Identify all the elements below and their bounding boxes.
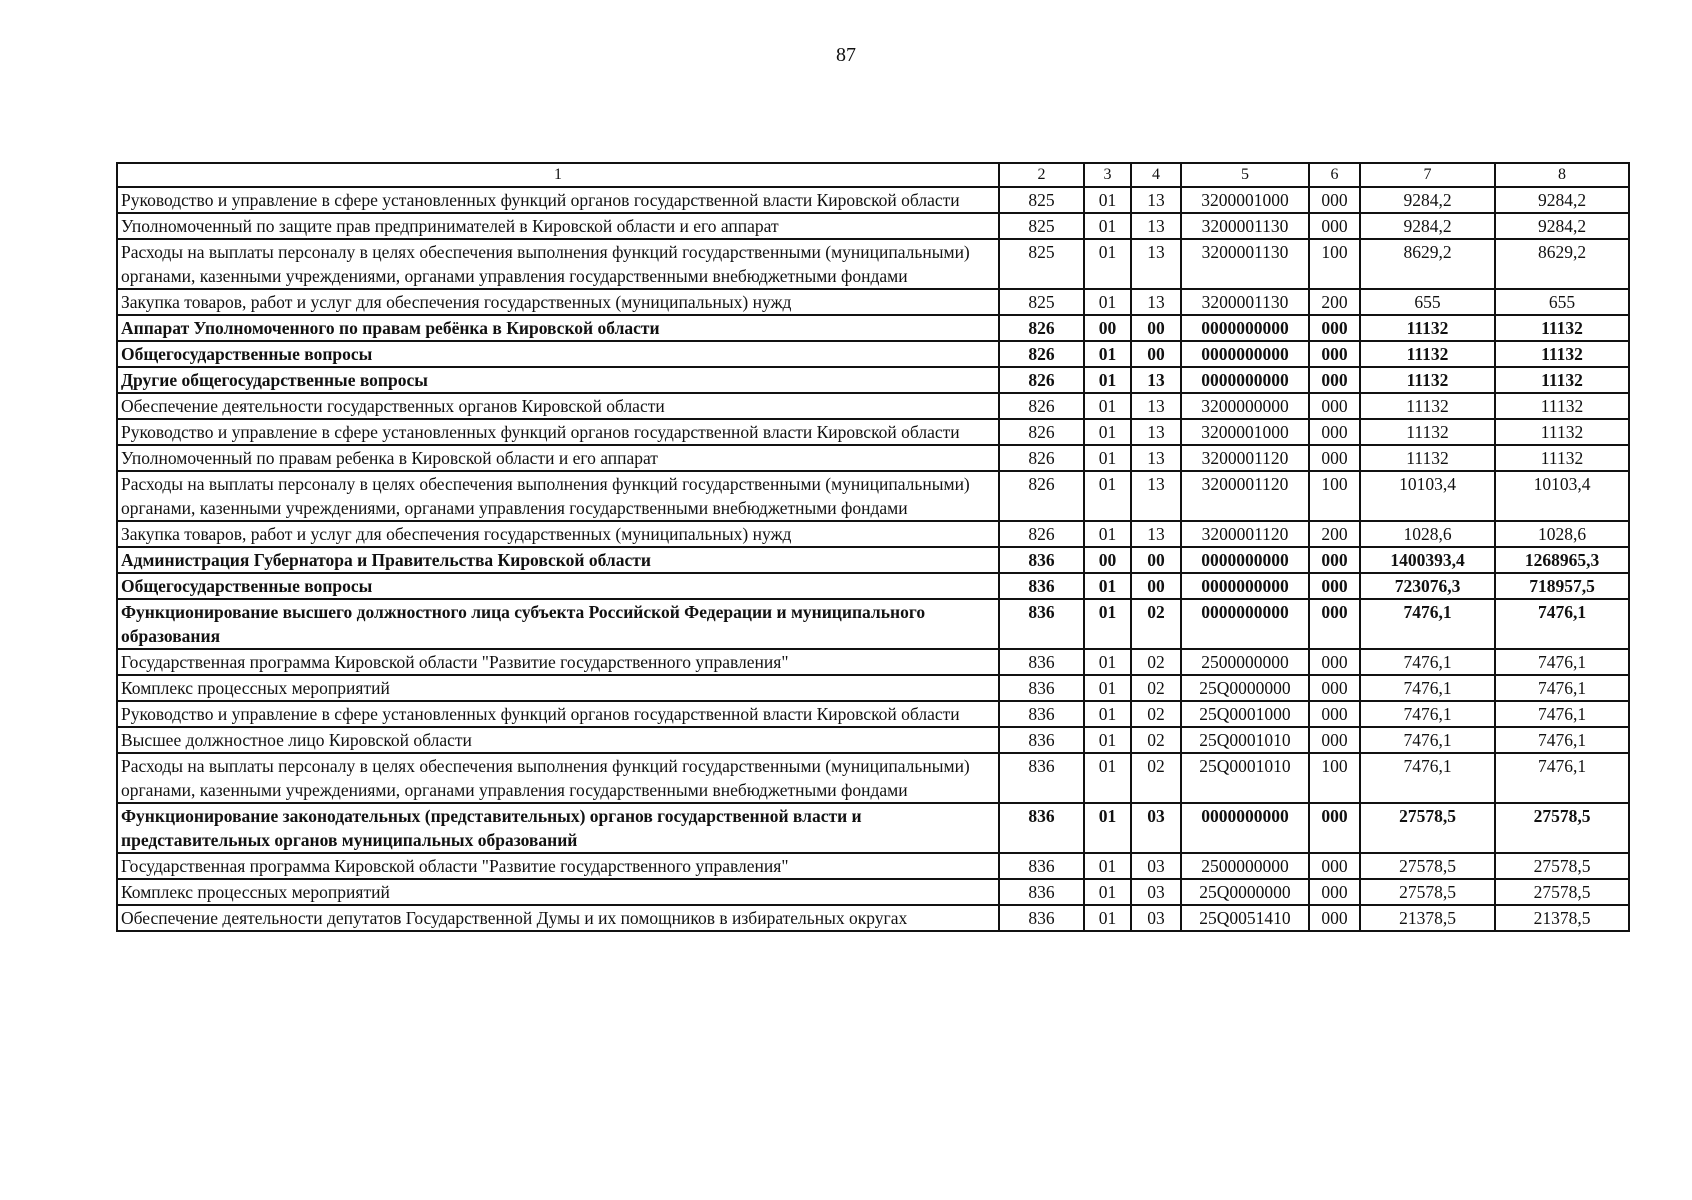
cell-column-3: 01 <box>1084 753 1131 803</box>
row-description: Обеспечение деятельности государственных органов Кировской области <box>117 393 999 419</box>
cell-column-5: 3200001120 <box>1181 445 1309 471</box>
cell-column-2: 836 <box>999 853 1084 879</box>
cell-column-7: 11132 <box>1360 315 1495 341</box>
cell-column-3: 01 <box>1084 289 1131 315</box>
cell-column-3: 01 <box>1084 445 1131 471</box>
cell-column-3: 01 <box>1084 727 1131 753</box>
cell-column-7: 655 <box>1360 289 1495 315</box>
header-cell-column-7: 7 <box>1360 163 1495 187</box>
cell-column-3: 01 <box>1084 701 1131 727</box>
row-description: Государственная программа Кировской области "Развитие государственного управления" <box>117 649 999 675</box>
row-description: Уполномоченный по правам ребенка в Кировской области и его аппарат <box>117 445 999 471</box>
cell-column-6: 000 <box>1309 853 1360 879</box>
cell-column-4: 02 <box>1131 727 1181 753</box>
cell-column-4: 03 <box>1131 803 1181 853</box>
cell-column-8: 27578,5 <box>1495 853 1629 879</box>
cell-column-5: 0000000000 <box>1181 367 1309 393</box>
table-row <box>117 341 1629 367</box>
row-description: Другие общегосударственные вопросы <box>117 367 999 393</box>
cell-column-2: 826 <box>999 393 1084 419</box>
cell-column-7: 7476,1 <box>1360 727 1495 753</box>
cell-column-8: 21378,5 <box>1495 905 1629 931</box>
cell-column-3: 01 <box>1084 649 1131 675</box>
cell-column-7: 7476,1 <box>1360 753 1495 803</box>
cell-column-8: 718957,5 <box>1495 573 1629 599</box>
cell-column-6: 000 <box>1309 701 1360 727</box>
row-description: Уполномоченный по защите прав предпринимателей в Кировской области и его аппарат <box>117 213 999 239</box>
table-row <box>117 803 1629 853</box>
cell-column-6: 000 <box>1309 905 1360 931</box>
cell-column-6: 000 <box>1309 315 1360 341</box>
cell-column-2: 836 <box>999 753 1084 803</box>
cell-column-2: 825 <box>999 239 1084 289</box>
cell-column-6: 000 <box>1309 393 1360 419</box>
cell-column-2: 826 <box>999 471 1084 521</box>
cell-column-2: 836 <box>999 727 1084 753</box>
cell-column-4: 03 <box>1131 853 1181 879</box>
budget-table <box>116 162 1630 932</box>
cell-column-6: 000 <box>1309 445 1360 471</box>
cell-column-4: 02 <box>1131 675 1181 701</box>
cell-column-8: 7476,1 <box>1495 701 1629 727</box>
cell-column-7: 27578,5 <box>1360 853 1495 879</box>
cell-column-7: 10103,4 <box>1360 471 1495 521</box>
table-row <box>117 905 1629 931</box>
cell-column-7: 11132 <box>1360 393 1495 419</box>
cell-column-5: 3200001120 <box>1181 471 1309 521</box>
cell-column-7: 723076,3 <box>1360 573 1495 599</box>
cell-column-8: 10103,4 <box>1495 471 1629 521</box>
cell-column-5: 0000000000 <box>1181 573 1309 599</box>
cell-column-3: 00 <box>1084 547 1131 573</box>
cell-column-8: 7476,1 <box>1495 599 1629 649</box>
cell-column-3: 00 <box>1084 315 1131 341</box>
cell-column-4: 13 <box>1131 289 1181 315</box>
cell-column-4: 02 <box>1131 649 1181 675</box>
cell-column-8: 1268965,3 <box>1495 547 1629 573</box>
table-row <box>117 649 1629 675</box>
cell-column-6: 000 <box>1309 547 1360 573</box>
cell-column-7: 7476,1 <box>1360 599 1495 649</box>
cell-column-7: 1028,6 <box>1360 521 1495 547</box>
row-description: Высшее должностное лицо Кировской области <box>117 727 999 753</box>
row-description: Функционирование высшего должностного лица субъекта Российской Федерации и муниципального образования <box>117 599 999 649</box>
cell-column-7: 9284,2 <box>1360 187 1495 213</box>
cell-column-5: 3200001000 <box>1181 187 1309 213</box>
cell-column-3: 01 <box>1084 367 1131 393</box>
cell-column-5: 3200001130 <box>1181 289 1309 315</box>
row-description: Функционирование законодательных (представительных) органов государственной власти и представительных органов муниципальных образований <box>117 803 999 853</box>
row-description: Закупка товаров, работ и услуг для обеспечения государственных (муниципальных) нужд <box>117 521 999 547</box>
cell-column-3: 01 <box>1084 341 1131 367</box>
cell-column-5: 2500000000 <box>1181 649 1309 675</box>
cell-column-8: 11132 <box>1495 419 1629 445</box>
cell-column-7: 27578,5 <box>1360 879 1495 905</box>
table-row <box>117 187 1629 213</box>
cell-column-2: 826 <box>999 445 1084 471</box>
cell-column-5: 0000000000 <box>1181 803 1309 853</box>
cell-column-2: 836 <box>999 803 1084 853</box>
table-row <box>117 315 1629 341</box>
cell-column-4: 00 <box>1131 573 1181 599</box>
cell-column-7: 8629,2 <box>1360 239 1495 289</box>
row-description: Общегосударственные вопросы <box>117 341 999 367</box>
cell-column-4: 13 <box>1131 471 1181 521</box>
cell-column-2: 826 <box>999 419 1084 445</box>
cell-column-7: 7476,1 <box>1360 701 1495 727</box>
table-row <box>117 393 1629 419</box>
header-cell-column-1: 1 <box>117 163 999 187</box>
cell-column-3: 01 <box>1084 521 1131 547</box>
cell-column-7: 11132 <box>1360 419 1495 445</box>
cell-column-4: 13 <box>1131 187 1181 213</box>
cell-column-5: 25Q0051410 <box>1181 905 1309 931</box>
cell-column-4: 13 <box>1131 445 1181 471</box>
cell-column-7: 9284,2 <box>1360 213 1495 239</box>
cell-column-3: 01 <box>1084 599 1131 649</box>
cell-column-3: 01 <box>1084 675 1131 701</box>
cell-column-2: 825 <box>999 213 1084 239</box>
cell-column-3: 01 <box>1084 471 1131 521</box>
cell-column-7: 11132 <box>1360 341 1495 367</box>
cell-column-5: 3200001000 <box>1181 419 1309 445</box>
cell-column-8: 9284,2 <box>1495 213 1629 239</box>
cell-column-4: 13 <box>1131 213 1181 239</box>
cell-column-4: 00 <box>1131 341 1181 367</box>
cell-column-3: 01 <box>1084 393 1131 419</box>
header-cell-column-5: 5 <box>1181 163 1309 187</box>
cell-column-5: 25Q0001000 <box>1181 701 1309 727</box>
cell-column-6: 000 <box>1309 675 1360 701</box>
cell-column-4: 03 <box>1131 879 1181 905</box>
cell-column-7: 11132 <box>1360 367 1495 393</box>
cell-column-5: 3200001120 <box>1181 521 1309 547</box>
cell-column-8: 11132 <box>1495 341 1629 367</box>
table-body <box>117 163 1629 931</box>
table-row <box>117 727 1629 753</box>
table-row <box>117 367 1629 393</box>
cell-column-2: 836 <box>999 599 1084 649</box>
cell-column-8: 7476,1 <box>1495 675 1629 701</box>
row-description: Аппарат Уполномоченного по правам ребёнка в Кировской области <box>117 315 999 341</box>
cell-column-5: 3200000000 <box>1181 393 1309 419</box>
cell-column-5: 0000000000 <box>1181 547 1309 573</box>
cell-column-4: 13 <box>1131 239 1181 289</box>
header-cell-column-8: 8 <box>1495 163 1629 187</box>
cell-column-8: 1028,6 <box>1495 521 1629 547</box>
cell-column-5: 0000000000 <box>1181 341 1309 367</box>
cell-column-4: 13 <box>1131 419 1181 445</box>
cell-column-6: 000 <box>1309 341 1360 367</box>
header-cell-column-3: 3 <box>1084 163 1131 187</box>
cell-column-5: 2500000000 <box>1181 853 1309 879</box>
row-description: Администрация Губернатора и Правительства Кировской области <box>117 547 999 573</box>
cell-column-5: 3200001130 <box>1181 239 1309 289</box>
cell-column-2: 825 <box>999 187 1084 213</box>
cell-column-7: 27578,5 <box>1360 803 1495 853</box>
cell-column-6: 000 <box>1309 649 1360 675</box>
cell-column-4: 02 <box>1131 753 1181 803</box>
cell-column-7: 11132 <box>1360 445 1495 471</box>
cell-column-7: 21378,5 <box>1360 905 1495 931</box>
row-description: Расходы на выплаты персоналу в целях обеспечения выполнения функций государственными (муниципальными) органами, казенными учреждениями, органами управления государственными внебюджетными фондами <box>117 239 999 289</box>
table-row <box>117 675 1629 701</box>
cell-column-3: 01 <box>1084 573 1131 599</box>
cell-column-8: 27578,5 <box>1495 879 1629 905</box>
row-description: Государственная программа Кировской области "Развитие государственного управления" <box>117 853 999 879</box>
row-description: Комплекс процессных мероприятий <box>117 675 999 701</box>
table-row <box>117 213 1629 239</box>
cell-column-8: 27578,5 <box>1495 803 1629 853</box>
cell-column-3: 01 <box>1084 187 1131 213</box>
cell-column-2: 826 <box>999 315 1084 341</box>
cell-column-6: 000 <box>1309 573 1360 599</box>
cell-column-8: 9284,2 <box>1495 187 1629 213</box>
table-row <box>117 419 1629 445</box>
row-description: Общегосударственные вопросы <box>117 573 999 599</box>
table-row <box>117 547 1629 573</box>
cell-column-7: 7476,1 <box>1360 649 1495 675</box>
header-cell-column-2: 2 <box>999 163 1084 187</box>
cell-column-5: 25Q0001010 <box>1181 727 1309 753</box>
cell-column-3: 01 <box>1084 213 1131 239</box>
table-row <box>117 753 1629 803</box>
cell-column-6: 100 <box>1309 239 1360 289</box>
cell-column-8: 11132 <box>1495 315 1629 341</box>
cell-column-4: 00 <box>1131 547 1181 573</box>
cell-column-5: 25Q0000000 <box>1181 879 1309 905</box>
cell-column-7: 1400393,4 <box>1360 547 1495 573</box>
cell-column-4: 03 <box>1131 905 1181 931</box>
page-number: 87 <box>836 44 856 66</box>
header-row <box>117 163 1629 187</box>
cell-column-2: 836 <box>999 879 1084 905</box>
cell-column-4: 02 <box>1131 599 1181 649</box>
cell-column-2: 836 <box>999 675 1084 701</box>
cell-column-6: 200 <box>1309 289 1360 315</box>
cell-column-5: 0000000000 <box>1181 599 1309 649</box>
cell-column-6: 100 <box>1309 471 1360 521</box>
header-cell-column-4: 4 <box>1131 163 1181 187</box>
cell-column-2: 836 <box>999 649 1084 675</box>
table-row <box>117 239 1629 289</box>
cell-column-7: 7476,1 <box>1360 675 1495 701</box>
cell-column-2: 836 <box>999 547 1084 573</box>
cell-column-6: 000 <box>1309 367 1360 393</box>
table-row <box>117 289 1629 315</box>
cell-column-2: 836 <box>999 573 1084 599</box>
cell-column-6: 100 <box>1309 753 1360 803</box>
cell-column-2: 836 <box>999 905 1084 931</box>
row-description: Обеспечение деятельности депутатов Государственной Думы и их помощников в избирательных округах <box>117 905 999 931</box>
cell-column-8: 7476,1 <box>1495 727 1629 753</box>
cell-column-8: 7476,1 <box>1495 649 1629 675</box>
cell-column-3: 01 <box>1084 239 1131 289</box>
cell-column-3: 01 <box>1084 879 1131 905</box>
row-description: Расходы на выплаты персоналу в целях обеспечения выполнения функций государственными (муниципальными) органами, казенными учреждениями, органами управления государственными внебюджетными фондами <box>117 753 999 803</box>
cell-column-3: 01 <box>1084 803 1131 853</box>
cell-column-2: 826 <box>999 367 1084 393</box>
row-description: Руководство и управление в сфере установленных функций органов государственной власти Кировской области <box>117 701 999 727</box>
cell-column-6: 000 <box>1309 803 1360 853</box>
cell-column-6: 200 <box>1309 521 1360 547</box>
cell-column-8: 7476,1 <box>1495 753 1629 803</box>
cell-column-6: 000 <box>1309 727 1360 753</box>
row-description: Руководство и управление в сфере установленных функций органов государственной власти Кировской области <box>117 187 999 213</box>
row-description: Комплекс процессных мероприятий <box>117 879 999 905</box>
cell-column-5: 25Q0001010 <box>1181 753 1309 803</box>
table-row <box>117 445 1629 471</box>
cell-column-4: 00 <box>1131 315 1181 341</box>
cell-column-4: 02 <box>1131 701 1181 727</box>
row-description: Расходы на выплаты персоналу в целях обеспечения выполнения функций государственными (муниципальными) органами, казенными учреждениями, органами управления государственными внебюджетными фондами <box>117 471 999 521</box>
cell-column-2: 826 <box>999 341 1084 367</box>
cell-column-4: 13 <box>1131 521 1181 547</box>
cell-column-3: 01 <box>1084 853 1131 879</box>
cell-column-6: 000 <box>1309 599 1360 649</box>
table-row <box>117 471 1629 521</box>
cell-column-6: 000 <box>1309 213 1360 239</box>
cell-column-8: 655 <box>1495 289 1629 315</box>
cell-column-8: 11132 <box>1495 367 1629 393</box>
header-cell-column-6: 6 <box>1309 163 1360 187</box>
table-row <box>117 573 1629 599</box>
cell-column-4: 13 <box>1131 393 1181 419</box>
cell-column-3: 01 <box>1084 905 1131 931</box>
table-row <box>117 599 1629 649</box>
cell-column-3: 01 <box>1084 419 1131 445</box>
table-row <box>117 853 1629 879</box>
table-row <box>117 701 1629 727</box>
cell-column-6: 000 <box>1309 879 1360 905</box>
row-description: Закупка товаров, работ и услуг для обеспечения государственных (муниципальных) нужд <box>117 289 999 315</box>
cell-column-8: 11132 <box>1495 445 1629 471</box>
cell-column-2: 836 <box>999 701 1084 727</box>
row-description: Руководство и управление в сфере установленных функций органов государственной власти Кировской области <box>117 419 999 445</box>
cell-column-8: 11132 <box>1495 393 1629 419</box>
cell-column-6: 000 <box>1309 419 1360 445</box>
cell-column-4: 13 <box>1131 367 1181 393</box>
cell-column-6: 000 <box>1309 187 1360 213</box>
cell-column-5: 3200001130 <box>1181 213 1309 239</box>
cell-column-5: 25Q0000000 <box>1181 675 1309 701</box>
cell-column-2: 825 <box>999 289 1084 315</box>
cell-column-2: 826 <box>999 521 1084 547</box>
cell-column-5: 0000000000 <box>1181 315 1309 341</box>
table-row <box>117 879 1629 905</box>
table-row <box>117 521 1629 547</box>
cell-column-8: 8629,2 <box>1495 239 1629 289</box>
